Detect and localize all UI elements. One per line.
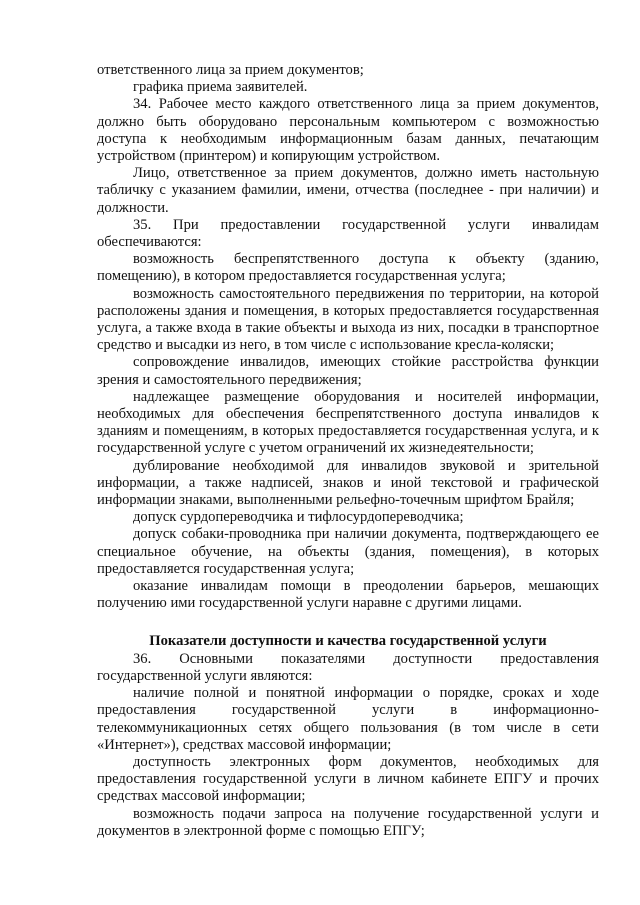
list-item: возможность самостоятельного передвижения по территории, на которой расположены здания и помещения, в которых предоставляется государственная услуга, а также входа в такие объекты и выхода из них, посадки в транспортное средство и высадки из него, в том числе с использование кресла-коляски; [97, 285, 599, 354]
list-item: возможность подачи запроса на получение государственной услуги и документов в электронной форме с помощью ЕПГУ; [97, 805, 599, 839]
list-item: допуск собаки-проводника при наличии документа, подтверждающего ее специальное обучение, на объекты (здания, помещения), в которых предоставляется государственная услуга; [97, 526, 599, 577]
list-item: дублирование необходимой для инвалидов звуковой и зрительной информации, а также надписей, знаков и иной текстовой и графической информации знаками, выполненными рельефно-точечным шрифтом Брайля; [97, 457, 599, 509]
list-item: сопровождение инвалидов, имеющих стойкие расстройства функции зрения и самостоятельного передвижения; [97, 354, 599, 388]
paragraph: ответственного лица за прием документов; [97, 62, 364, 78]
paragraph: графика приема заявителей. [133, 79, 308, 96]
list-item: оказание инвалидам помощи в преодолении барьеров, мешающих получению ими государственной услуги наравне с другими лицами. [97, 578, 599, 612]
paragraph-item-35: 35. При предоставлении государственной услуги инвалидам обеспечиваются: [97, 216, 599, 251]
list-item: возможность беспрепятственного доступа к объекту (зданию, помещению), в котором предоставляется государственная услуга; [97, 251, 599, 285]
list-item: допуск сурдопереводчика и тифлосурдопереводчика; [133, 509, 464, 526]
paragraph: Лицо, ответственное за прием документов, должно иметь настольную табличку с указанием фамилии, имени, отчества (последнее - при наличии) и должности. [97, 165, 599, 216]
list-item: надлежащее размещение оборудования и носителей информации, необходимых для обеспечения беспрепятственного доступа инвалидов к зданиям и помещениям, в которых предоставляется государственная услуга, и к государственной услуге с учетом ограничений их жизнедеятельности; [97, 388, 599, 457]
list-item: наличие полной и понятной информации о порядке, сроках и ходе предоставления государственной услуги в информационно-телекоммуникационных сетях общего пользования (в том числе в сети «Интернет»), средствах массовой информации; [97, 685, 599, 753]
document-page [97, 62, 599, 840]
list-item: доступность электронных форм документов, необходимых для предоставления государственной услуги в личном кабинете ЕПГУ и прочих средствах массовой информации; [97, 753, 599, 805]
section-heading: Показатели доступности и качества государственной услуги [149, 632, 547, 649]
paragraph-item-36: 36. Основными показателями доступности предоставления государственной услуги являются: [97, 650, 599, 684]
paragraph-item-34: 34. Рабочее место каждого ответственного лица за прием документов, должно быть оборудовано персональным компьютером с возможностью доступа к необходимым информационным базам данных, печатающим устройством (принтером) и копирующим устройством. [97, 96, 599, 165]
